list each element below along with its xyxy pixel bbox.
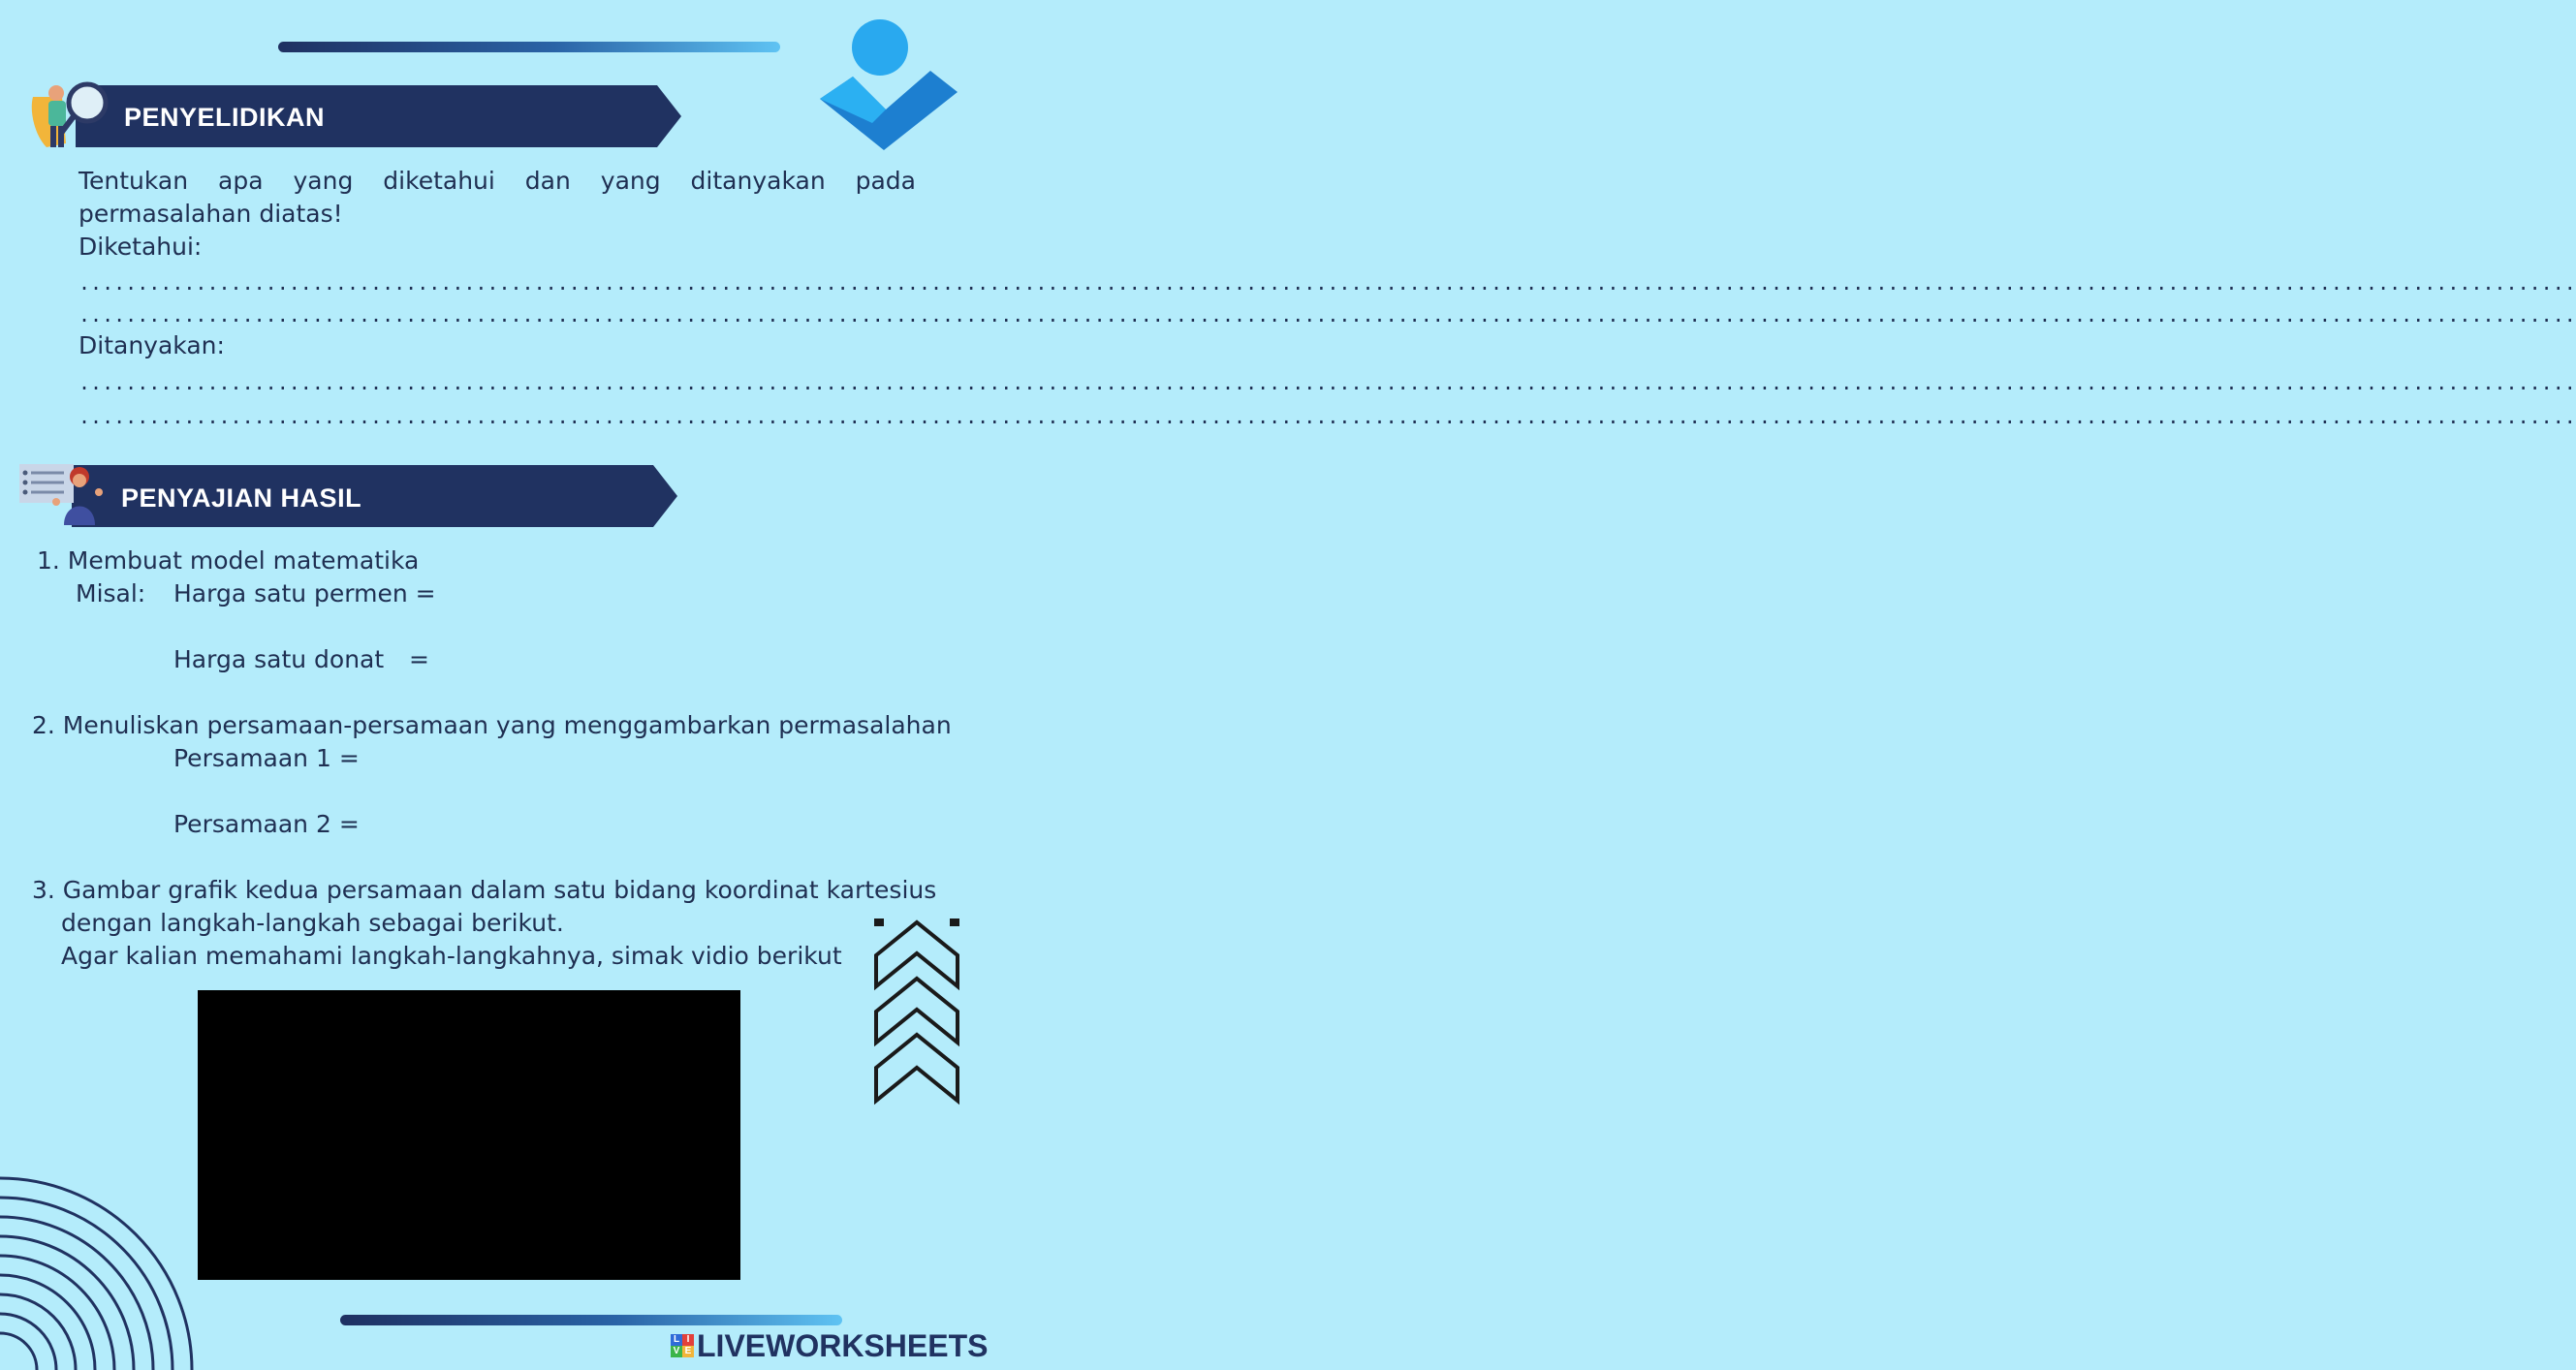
persamaan-1-label: Persamaan 1 = xyxy=(173,744,360,772)
badge-letter-e: E xyxy=(682,1346,694,1357)
donat-equals: = xyxy=(409,645,429,673)
known-answer-line-2[interactable]: ...................................................................................................................................................................................................................... xyxy=(79,303,2576,327)
donat-price-label: Harga satu donat xyxy=(173,645,385,673)
permen-answer-field[interactable] xyxy=(431,577,722,610)
liveworksheets-brand: LIVEWORKSHEETS xyxy=(697,1328,989,1363)
brand-logo-icon xyxy=(816,15,961,155)
checklist-presenter-icon xyxy=(17,461,112,529)
top-decorative-bar xyxy=(278,42,780,52)
badge-letter-i: I xyxy=(682,1334,694,1346)
asked-answer-line-2[interactable]: ...................................................................................................................................................................................................................... xyxy=(79,405,2576,428)
video-player[interactable] xyxy=(198,990,740,1280)
magnifier-person-icon xyxy=(27,78,114,155)
item-1-text: 1. Membuat model matematika xyxy=(37,546,420,575)
instruction-text: Tentukan apa yang diketahui dan yang ditanyakan pada permasalahan diatas! xyxy=(79,167,916,228)
known-answer-line-1[interactable]: ...................................................................................................................................................................................................................... xyxy=(79,271,2576,295)
known-label: Diketahui: xyxy=(79,233,203,261)
permen-price-label: Harga satu permen = xyxy=(173,579,436,607)
item-3-line-2: dengan langkah-langkah sebagai berikut. xyxy=(61,909,564,937)
item-2-text: 2. Menuliskan persamaan-persamaan yang menggambarkan permasalahan xyxy=(32,711,952,739)
persamaan-1-answer-field[interactable] xyxy=(359,742,746,775)
asked-answer-line-1[interactable]: ...................................................................................................................................................................................................................... xyxy=(79,371,2576,394)
persamaan-2-answer-field[interactable] xyxy=(359,808,746,841)
penyelidikan-title: PENYELIDIKAN xyxy=(124,103,326,132)
badge-letter-l: L xyxy=(671,1334,682,1346)
chevron-up-stack-icon xyxy=(872,917,961,1106)
donat-answer-field[interactable] xyxy=(431,643,722,676)
liveworksheets-badge xyxy=(671,1334,694,1357)
concentric-arcs-decoration xyxy=(0,1211,204,1370)
penyajian-hasil-title: PENYAJIAN HASIL xyxy=(121,483,362,513)
bottom-decorative-bar xyxy=(340,1315,842,1325)
item-3-line-1: 3. Gambar grafik kedua persamaan dalam satu bidang koordinat kartesius xyxy=(32,876,937,904)
badge-letter-v: V xyxy=(671,1346,682,1357)
misal-label: Misal: xyxy=(76,579,146,607)
asked-label: Ditanyakan: xyxy=(79,331,225,359)
persamaan-2-label: Persamaan 2 = xyxy=(173,810,360,838)
item-3-line-3: Agar kalian memahami langkah-langkahnya, simak vidio berikut xyxy=(61,942,842,970)
